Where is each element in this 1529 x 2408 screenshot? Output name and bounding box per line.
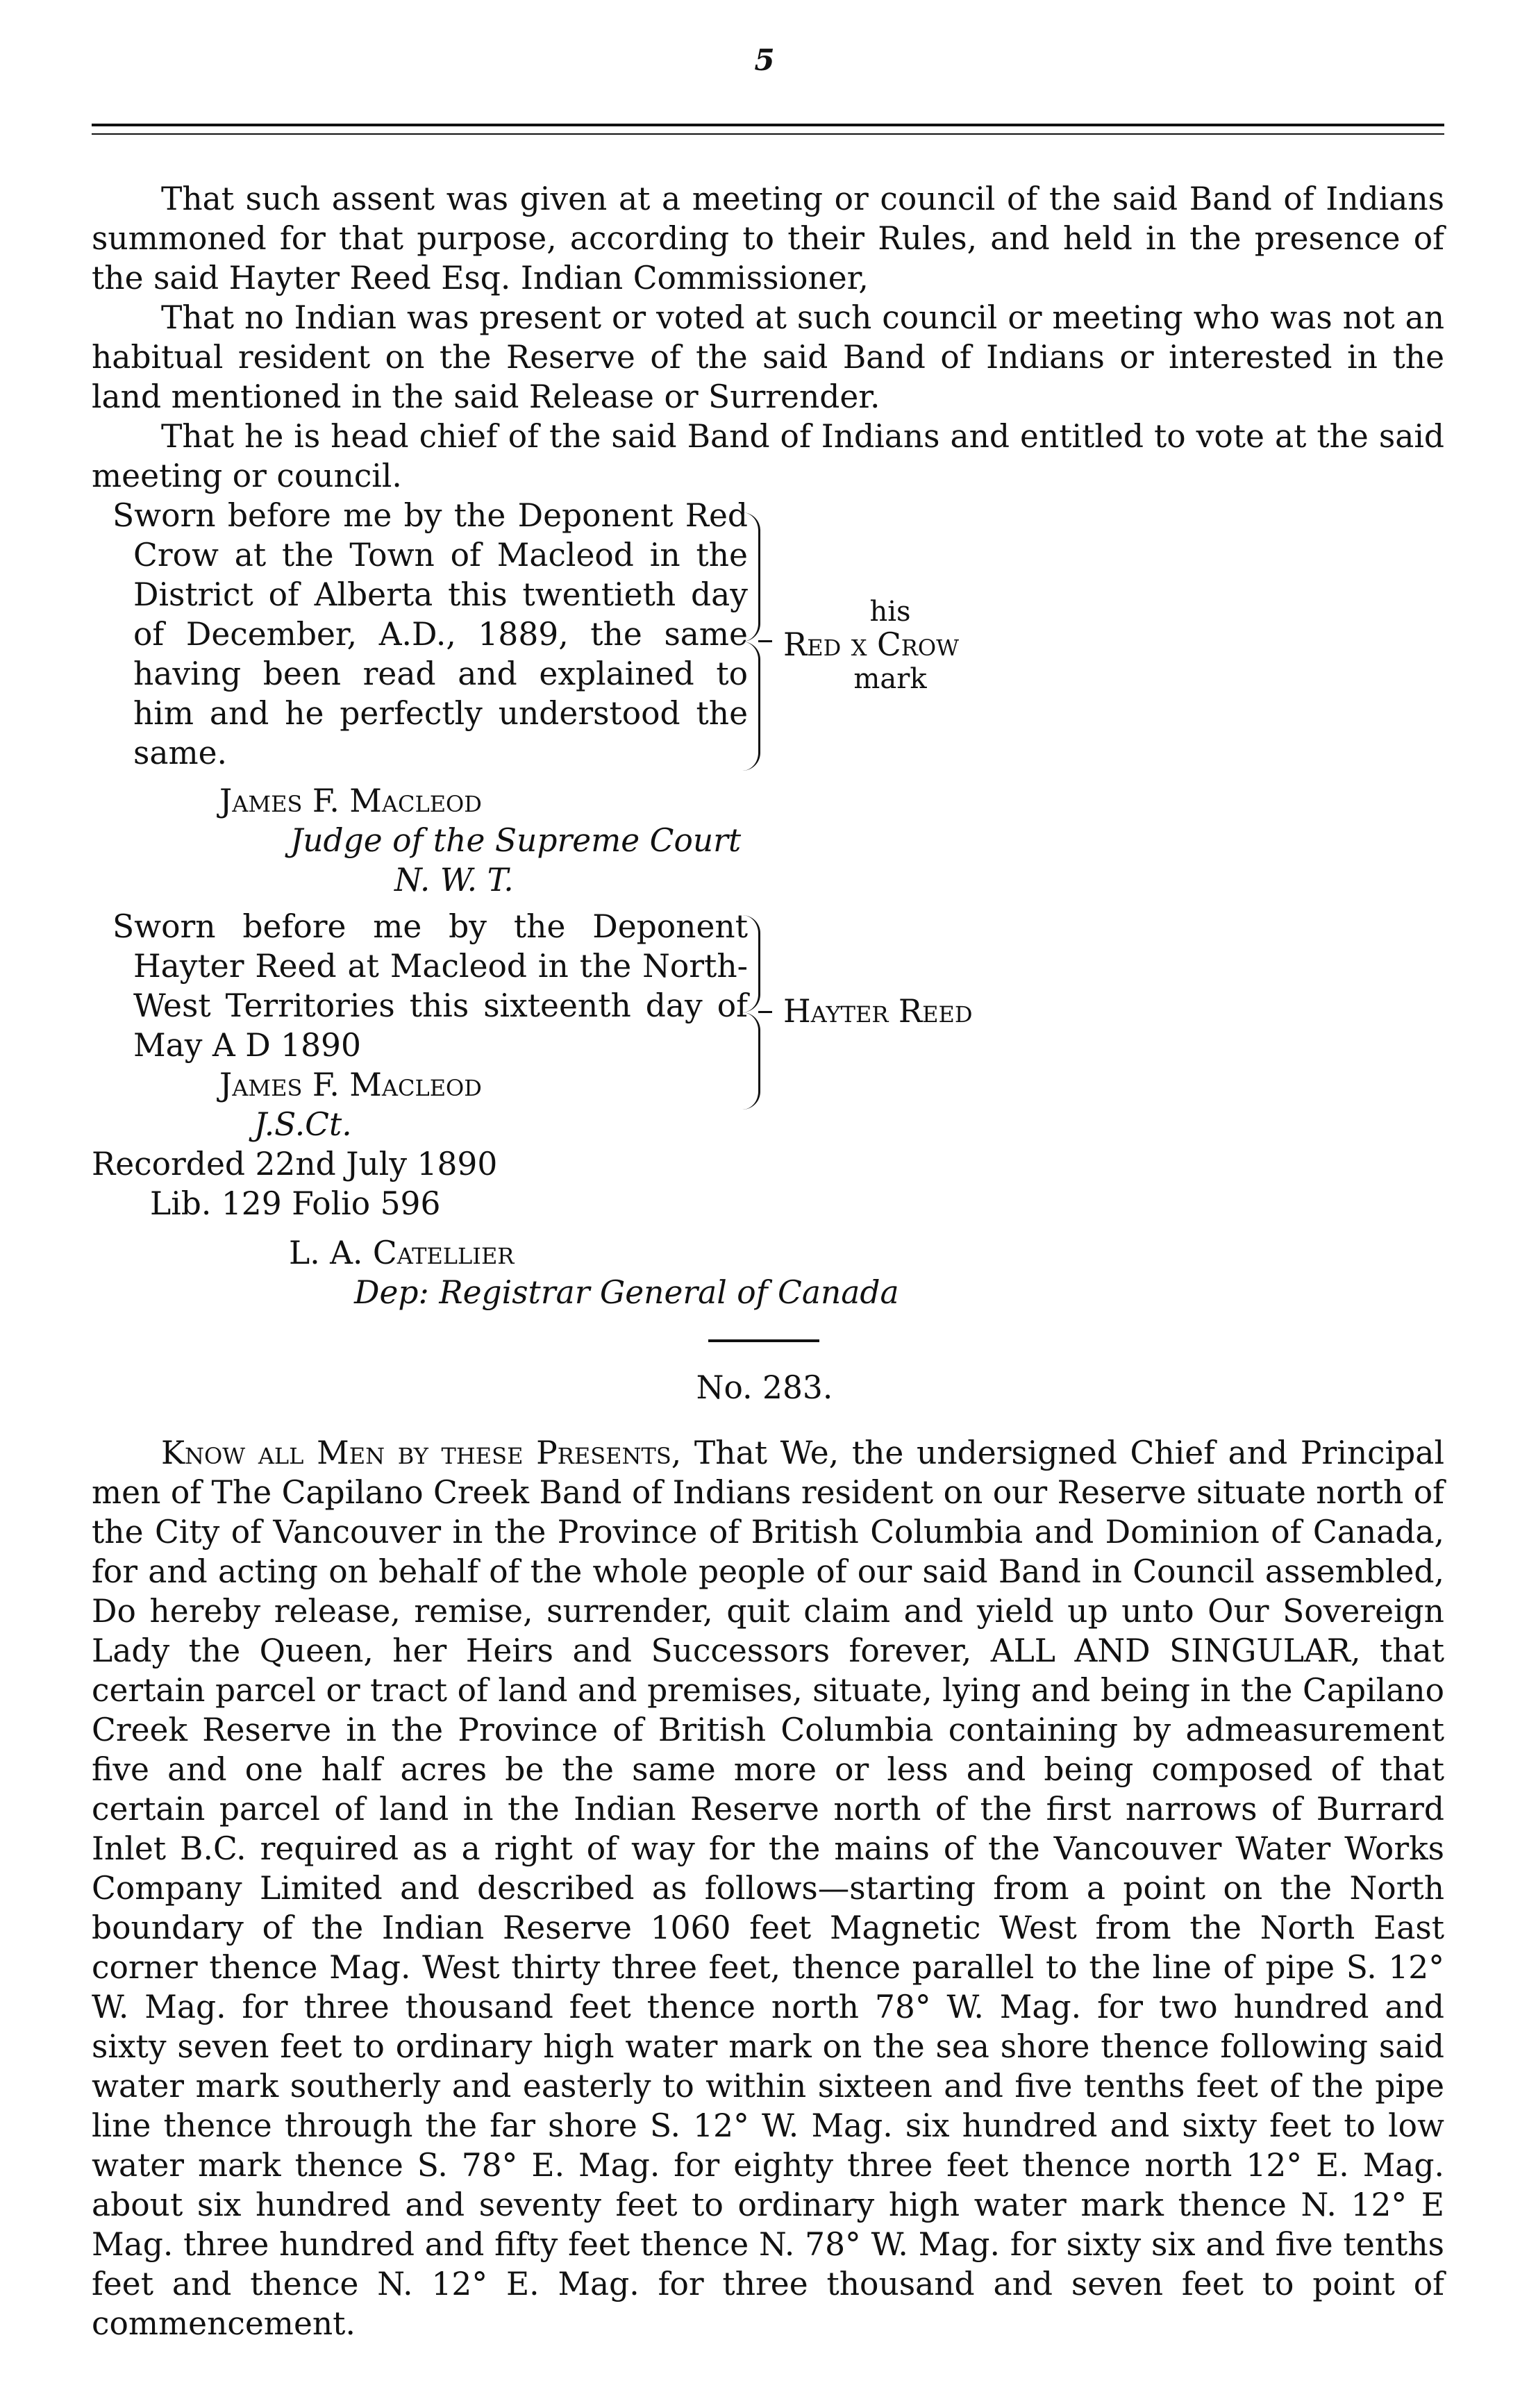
signature-mark: mark bbox=[853, 663, 927, 695]
page-number: 5 bbox=[754, 43, 775, 77]
paragraph-assent: That such assent was given at a meeting or council of the said Band of Indians summoned for that purpose, according to their Rules, and held in the presence of the said Hayter Reed Esq. Indian Commissioner, bbox=[92, 181, 1444, 296]
surrender-paragraph bbox=[92, 1433, 1444, 2343]
surrender-text: That We, the undersigned Chief and Principal men of The Capilano Creek Band of Indians resident on our Reserve situate north of the City of Vancouver in the Province of British Columbia and Dominion of Canada, for and acting on behalf of the whole people of our said Band in Council assembled, Do hereby release, remise, surrender, quit claim and yield up unto Our Sovereign Lady the Queen, her Heirs and Successors forever, ALL AND SINGULAR, that certain parcel or tract of land and premises, situate, lying and being in the Capilano Creek Reserve in the Province of British Columbia containing by admeasurement five and one half acres be the same more or less and being composed of that certain parcel of land in the Indian Reserve north of the first narrows of Burrard Inlet B.C. required as a right of way for the mains of the Vancouver Water Works Company Limited and described as follows—starting from a point on the North boundary of the Indian Reserve 1060 feet Magnetic West from the North East corner thence Mag. West thirty three feet, thence parallel to the line of pipe S. 12° W. Mag. for three thousand feet thence north 78° W. Mag. for two hundred and sixty seven feet to ordinary high water mark on the sea shore thence following said water mark southerly and easterly to within sixteen and five tenths feet of the pipe line thence through the far shore S. 12° W. Mag. six hundred and sixty feet to low water mark thence S. 78° E. Mag. for eighty three feet thence north 12° E. Mag. about six hundred and seventy feet to ordinary high water mark thence N. 12° E Mag. three hundred and fifty feet thence N. 78° W. Mag. for sixty six and five tenths feet and thence N. 12° E. Mag. for three thousand and seven feet to point of commencement. bbox=[92, 1435, 1444, 2342]
signature-red-crow: Red x Crow bbox=[783, 626, 960, 663]
brace-point bbox=[758, 640, 772, 642]
signature-his: his bbox=[869, 596, 911, 628]
judge-jurisdiction: N. W. T. bbox=[394, 862, 514, 898]
registrar-title: Dep: Registrar General of Canada bbox=[354, 1274, 899, 1311]
section-divider bbox=[708, 1339, 819, 1342]
lib-folio: Lib. 129 Folio 596 bbox=[150, 1185, 441, 1222]
judge-name: James F. Macleod bbox=[219, 783, 482, 819]
surrender-opening: Know all Men by these Presents, bbox=[161, 1435, 682, 1471]
jurat-hayter-reed: Sworn before me by the Deponent Hayter Reed at Macleod in the North-West Territories this sixteenth day of May A D 1890 bbox=[112, 908, 748, 1064]
brace-bottom-half bbox=[737, 642, 760, 771]
brace-top-half bbox=[737, 512, 760, 642]
jurat-2-judge-title: J.S.Ct. bbox=[254, 1106, 352, 1143]
header-double-rule bbox=[92, 124, 1444, 135]
signature-hayter-reed: Hayter Reed bbox=[783, 993, 973, 1030]
recorded-date: Recorded 22nd July 1890 bbox=[92, 1146, 498, 1182]
judge-title: Judge of the Supreme Court bbox=[290, 822, 742, 859]
jurat-2-judge-name: James F. Macleod bbox=[219, 1067, 482, 1103]
jurat-red-crow: Sworn before me by the Deponent Red Crow at the Town of Macleod in the District of Alberta this twentieth day of December, A.D., 1889, the same having been read and explained to him and he perfectly understood the same. bbox=[112, 497, 748, 771]
brace-2-top-half bbox=[737, 915, 760, 1012]
brace-2-point bbox=[758, 1011, 772, 1013]
paragraph-no-indian-present: That no Indian was present or voted at such council or meeting who was not an habitual resident on the Reserve of the said Band of Indians or interested in the land mentioned in the said Release or Surrender. bbox=[92, 299, 1444, 415]
brace-2-bottom-half bbox=[737, 1012, 760, 1110]
registrar-name: L. A. Catellier bbox=[289, 1235, 515, 1271]
paragraph-head-chief: That he is head chief of the said Band of Indians and entitled to vote at the said meeting or council. bbox=[92, 418, 1444, 494]
surrender-number: No. 283. bbox=[696, 1369, 833, 1406]
